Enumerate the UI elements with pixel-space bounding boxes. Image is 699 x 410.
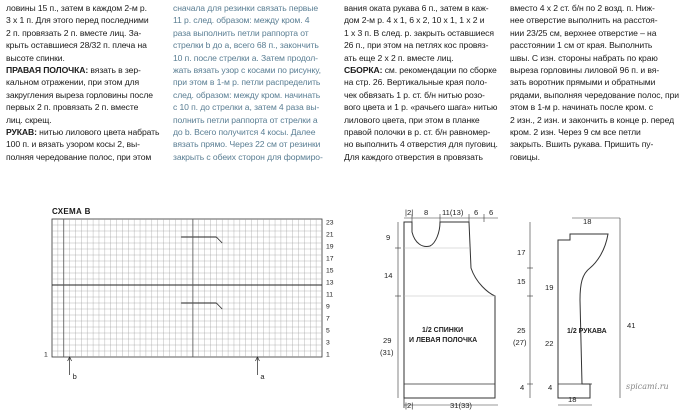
text-run: с 10 п. до стрелки а, затем 4 раза вы- bbox=[173, 102, 320, 113]
top-dim-5: 6 bbox=[489, 208, 494, 217]
text-run: швы. С изн. стороны набрать по краю bbox=[510, 52, 658, 63]
inner-dim-5: 4 bbox=[520, 383, 525, 392]
text-run: вого цвета и 1 р. «рачьего шага» нитью bbox=[344, 102, 498, 113]
text-run: сначала для резинки связать первые bbox=[173, 3, 319, 13]
text-run: зать воротник прямыми и обратными bbox=[510, 77, 656, 88]
top-dim-2: 8 bbox=[424, 208, 429, 217]
text-run: кальном отражении, при этом для bbox=[6, 77, 140, 88]
inner-dim-1: 17 bbox=[517, 248, 526, 257]
section-heading: РУКАВ: bbox=[6, 127, 37, 138]
text-run: говицы. bbox=[510, 151, 540, 162]
text-run: лилового цвета, при этом в планке bbox=[344, 114, 480, 125]
row-number: 11 bbox=[326, 291, 334, 299]
text-run: чек обвязать 1 р. ст. б/н нитью розо- bbox=[344, 89, 485, 100]
watermark: spicami.ru bbox=[626, 382, 669, 391]
text-run: закрыть. Вшить рукава. Пришить пу- bbox=[510, 139, 654, 150]
row-number: 9 bbox=[326, 303, 330, 311]
text-run: до b. Всего получится 4 косы. Далее bbox=[173, 127, 316, 138]
text-run: дом 2-м р. 4 х 1, 6 х 2, 10 х 1, 1 х 2 и bbox=[344, 15, 485, 26]
text-run: нии 23/25 см, верхнее отверстие – на bbox=[510, 27, 657, 38]
body-piece-outline bbox=[404, 222, 495, 398]
text-run: расстоянии 1 см от края. Выполнить bbox=[510, 40, 653, 51]
marker-b: b bbox=[72, 372, 77, 381]
left-dim-2: 14 bbox=[384, 271, 393, 280]
row-number: 7 bbox=[326, 315, 330, 323]
chart-title: СХЕМА В bbox=[52, 207, 91, 216]
sleeve-dim-3: 4 bbox=[548, 383, 553, 392]
top-dim-4: 6 bbox=[474, 208, 479, 217]
text-run: высоте спинки. bbox=[6, 52, 65, 63]
row-number: 19 bbox=[326, 243, 334, 251]
text-run: 2 п. провязать 2 п. вместе лиц. За- bbox=[6, 27, 142, 38]
sleeve-dim-2: 22 bbox=[545, 339, 554, 348]
text-run: этом в 1-м р. начинать после кром. с bbox=[510, 102, 653, 113]
sleeve-top-dim-text: 18 bbox=[583, 217, 592, 226]
body-label-1: 1/2 СПИНКИ bbox=[422, 327, 464, 334]
sleeve-height-dim: 41 bbox=[627, 321, 636, 330]
text-run: лиц. скрещ. bbox=[6, 114, 52, 125]
inner-dim-4: (27) bbox=[513, 338, 527, 347]
text-run: закрыть с обеих сторон для формиро- bbox=[173, 151, 323, 162]
left-dim-4: (31) bbox=[380, 348, 394, 357]
bottom-dim-1: |2| bbox=[405, 401, 414, 410]
left-dim-1: 9 bbox=[386, 233, 391, 242]
text-run: первых 2 п. провязать 2 п. вместе bbox=[6, 102, 139, 113]
text-run: вязать в зер- bbox=[88, 65, 141, 76]
row-number: 1 bbox=[326, 351, 330, 359]
text-run: след. образом: между кром. начинать bbox=[173, 89, 321, 100]
text-run: 26 п., при этом на петлях кос провяз- bbox=[344, 40, 489, 51]
left-dim-3: 29 bbox=[383, 336, 392, 345]
text-run: при этом в 1-м р. петли распределить bbox=[173, 77, 321, 88]
row-number: 3 bbox=[326, 339, 330, 347]
text-run: Для каждого отверстия в провязать bbox=[344, 151, 483, 162]
inner-dim-2: 15 bbox=[517, 277, 526, 286]
marker-a: a bbox=[260, 372, 265, 381]
text-run: вания оката рукава 6 п., затем в каж- bbox=[344, 3, 489, 13]
text-run: вместо 4 х 2 ст. б/н по 2 возд. п. Ниж- bbox=[510, 3, 655, 13]
text-run: полнить петли раппорта от стрелки а bbox=[173, 114, 318, 125]
text-run: 2 изн., 2 изн. и закончить в конце р. перед bbox=[510, 114, 675, 125]
text-run: 3 х 1 п. Для этого перед последними bbox=[6, 15, 149, 26]
text-run: кром. 2 изн. Через 9 см все петли bbox=[510, 127, 641, 138]
sleeve-dim-1: 19 bbox=[545, 283, 554, 292]
sleeve-label: 1/2 РУКАВА bbox=[567, 328, 607, 335]
text-run: 11 р. след. образом: между кром. 4 bbox=[173, 15, 310, 26]
text-run: ловины 15 п., затем в каждом 2-м р. bbox=[6, 3, 147, 13]
text-run: 100 п. и вязать узором косы 2, вы- bbox=[6, 139, 140, 150]
text-run: ать еще 2 х 2 п. вместе лиц. bbox=[344, 52, 454, 63]
row-number: 21 bbox=[326, 231, 334, 239]
section-heading: СБОРКА: bbox=[344, 65, 383, 76]
text-run: но выполнить 4 отверстия для пуговиц. bbox=[344, 139, 498, 150]
text-run: закругления выреза горловины после bbox=[6, 89, 153, 100]
text-run: раза выполнить петли раппорта от bbox=[173, 27, 309, 38]
text-run: 10 п. после стрелки а. Затем продол- bbox=[173, 52, 318, 63]
top-dim-3: 11(13) bbox=[442, 208, 464, 217]
row-number-left: 1 bbox=[44, 351, 48, 359]
text-run: правой полочки в р. ст. б/н равномер- bbox=[344, 127, 491, 138]
bottom-dim-2: 31(33) bbox=[450, 401, 472, 410]
row-number: 23 bbox=[326, 219, 334, 227]
body-label-2: И ЛЕВАЯ ПОЛОЧКА bbox=[409, 337, 478, 344]
text-run: выреза горловины лиловой 96 п. и вя- bbox=[510, 65, 660, 76]
text-run: жать вязать узор с косами по рисунку, bbox=[173, 65, 321, 76]
text-run: стрелки b до a, всего 68 п., закончить bbox=[173, 40, 319, 51]
text-run: крыть оставшиеся 28/32 п. плеча на bbox=[6, 40, 147, 51]
text-run: см. рекомендации по сборке bbox=[382, 65, 497, 76]
inner-dim-3: 25 bbox=[517, 326, 526, 335]
text-run: полняя чередование полос, при этом bbox=[6, 151, 152, 162]
section-heading: ПРАВАЯ ПОЛОЧКА: bbox=[6, 65, 89, 76]
text-run: вязать прямо. Через 22 см от резинки bbox=[173, 139, 321, 150]
sleeve-dim-4: 18 bbox=[568, 395, 577, 404]
text-run: 1 х 3 п. В след. р. закрыть оставшиеся bbox=[344, 27, 494, 38]
text-run: рядами, выполняя чередование полос, при bbox=[510, 89, 679, 100]
row-number: 15 bbox=[326, 267, 334, 275]
row-number: 17 bbox=[326, 255, 334, 263]
sleeve-piece-outline bbox=[558, 234, 608, 398]
row-number: 13 bbox=[326, 279, 334, 287]
text-run: нитью лилового цвета набрать bbox=[36, 127, 160, 138]
row-number: 5 bbox=[326, 327, 330, 335]
top-dim-1: |2| bbox=[405, 208, 414, 217]
text-run: на стр. 26. Вертикальные края поло- bbox=[344, 77, 488, 88]
text-run: нее отверстие выполнить на расстоя- bbox=[510, 15, 658, 26]
